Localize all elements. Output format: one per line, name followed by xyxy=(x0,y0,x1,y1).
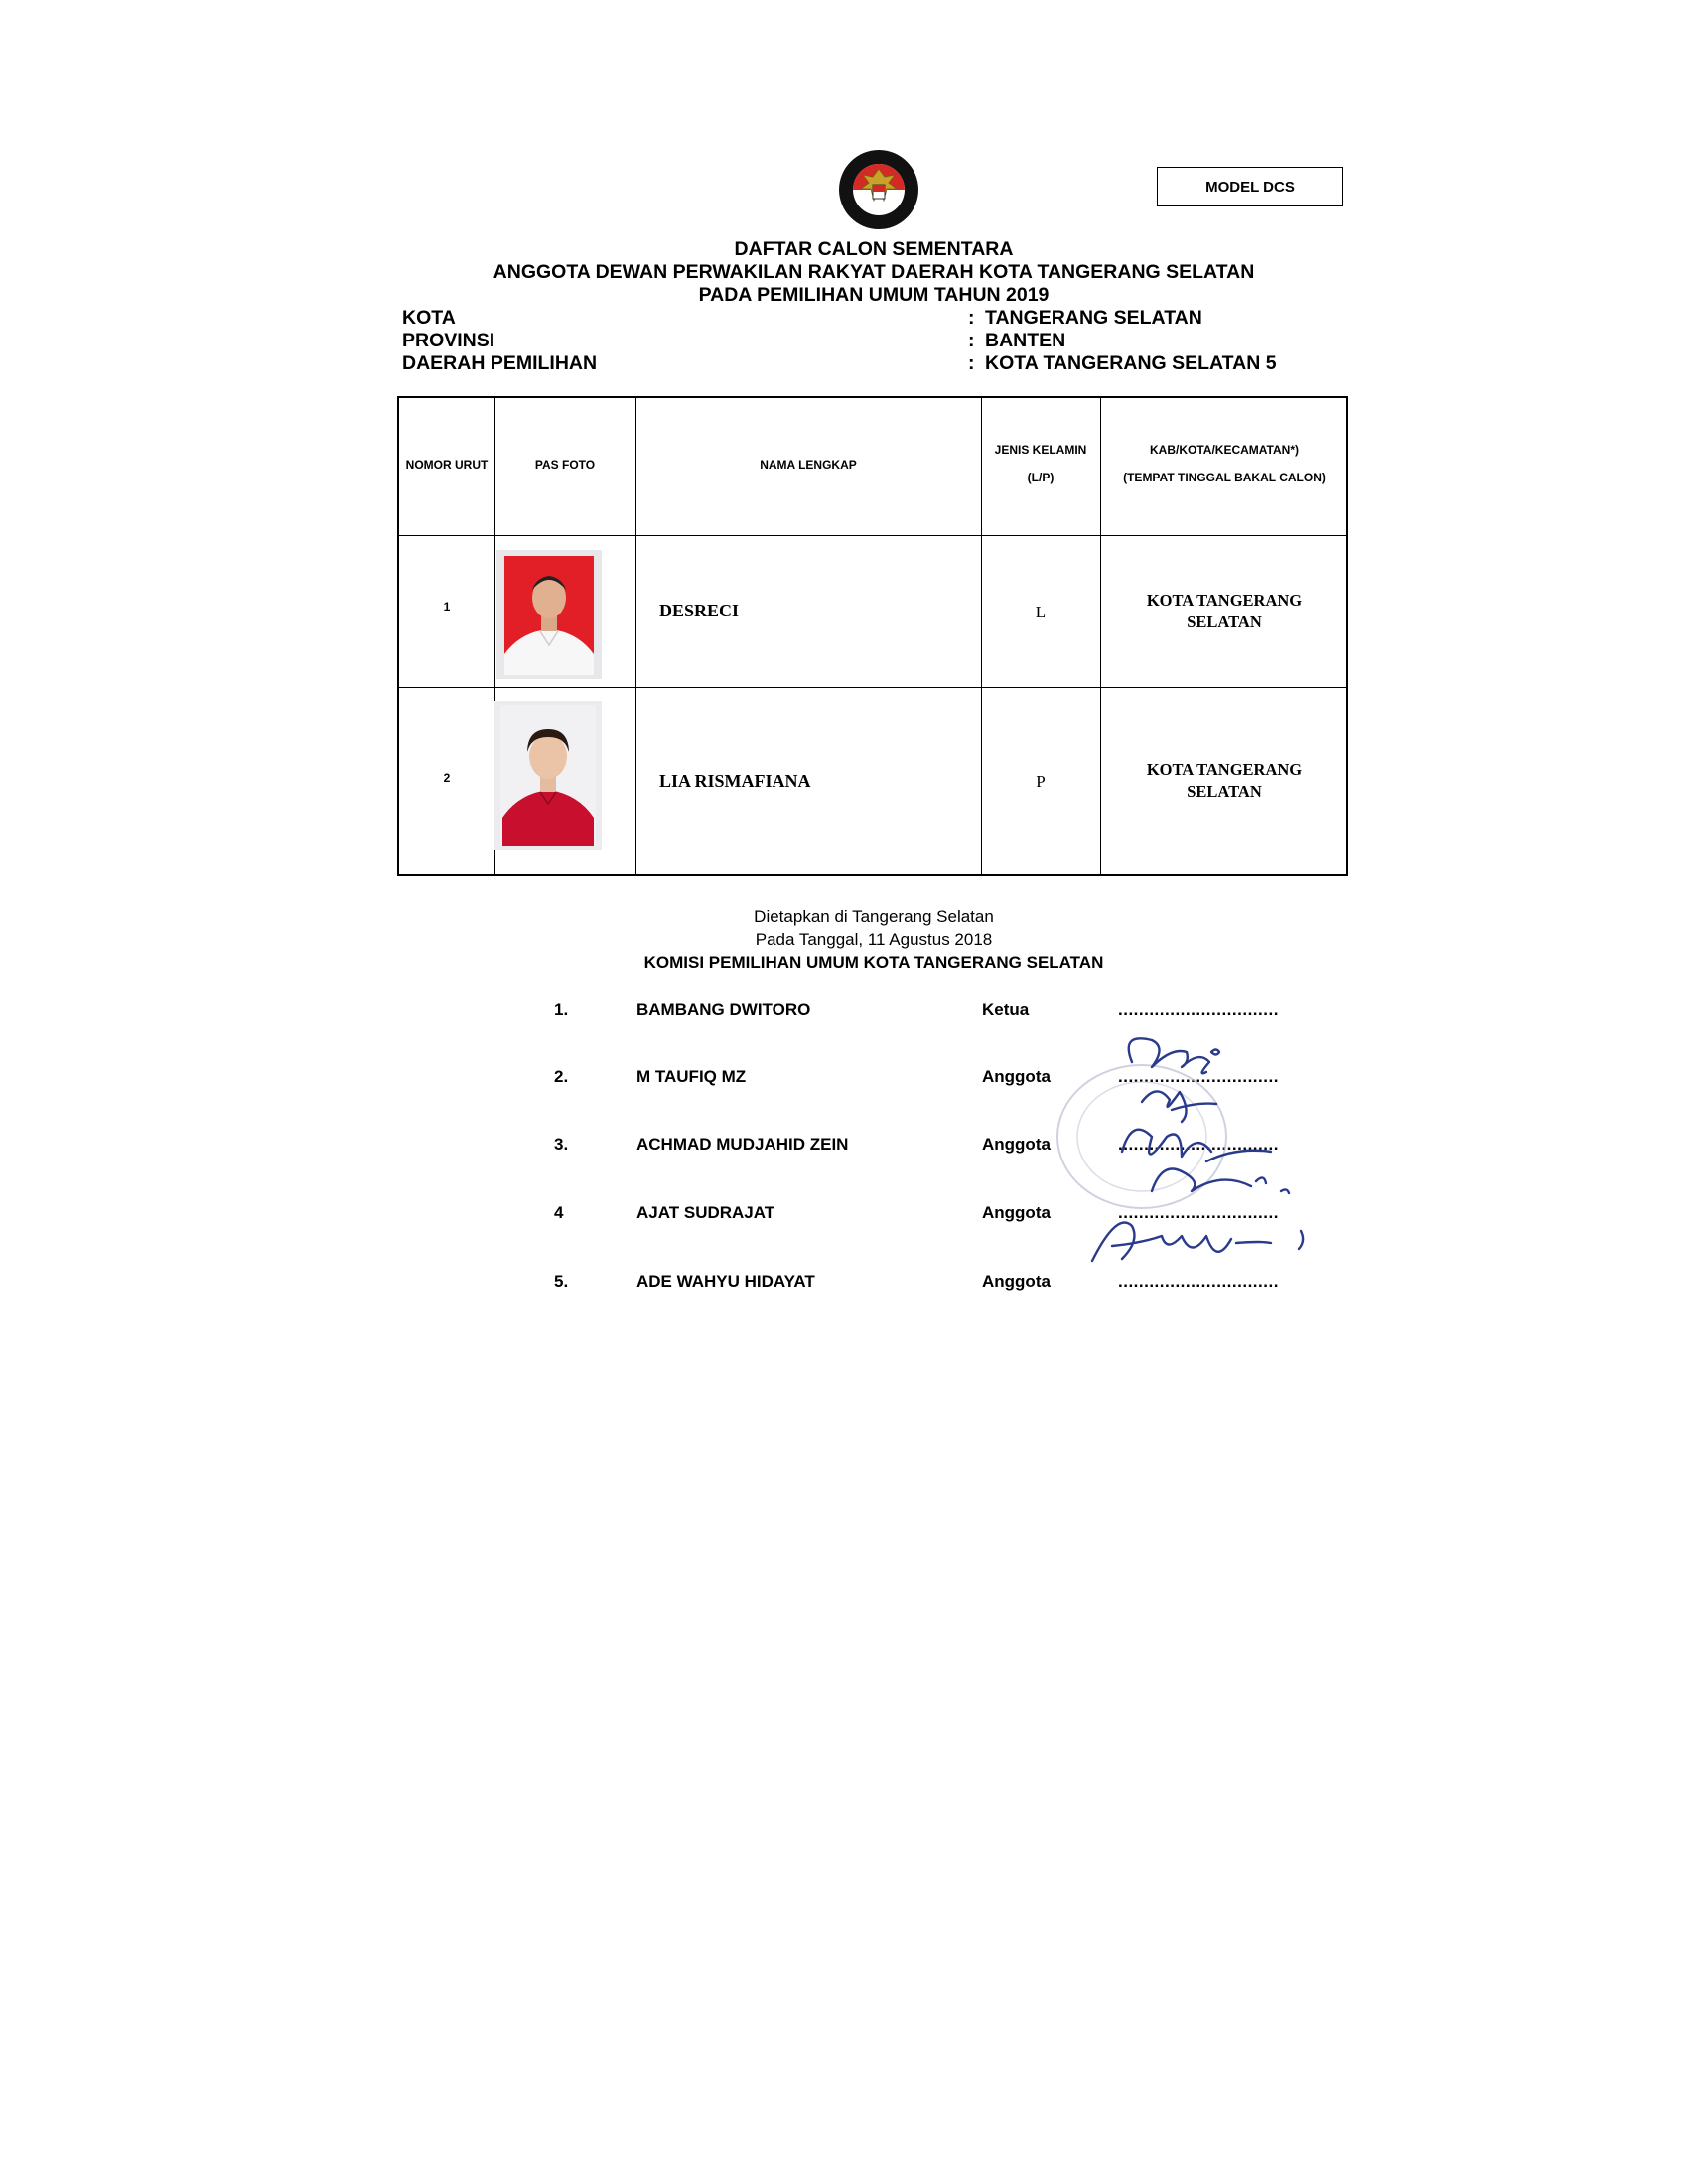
header-tempat-tinggal: (TEMPAT TINGGAL BAKAL CALON) xyxy=(1123,471,1326,484)
row2-nama: LIA RISMAFIANA xyxy=(659,771,811,791)
signature-line: ............................... xyxy=(1118,1000,1279,1019)
signatory-role: Anggota xyxy=(982,1067,1051,1086)
signatory-name: BAMBANG DWITORO xyxy=(636,1000,811,1019)
signature-4 xyxy=(1152,1169,1289,1194)
kpu-logo xyxy=(837,149,920,230)
model-dcs-label: MODEL DCS xyxy=(1157,167,1343,206)
signature-3 xyxy=(1122,1130,1271,1161)
signature-line: ............................... xyxy=(1118,1203,1279,1222)
signatory-name: ACHMAD MUDJAHID ZEIN xyxy=(636,1135,849,1154)
signatory-role: Anggota xyxy=(982,1272,1051,1291)
meta-label-kota: KOTA xyxy=(402,307,456,329)
signatory-name: AJAT SUDRAJAT xyxy=(636,1203,775,1222)
ditetapkan-place: Dietapkan di Tangerang Selatan xyxy=(754,907,994,926)
candidate-table xyxy=(397,396,1348,876)
meta-value-provinsi: BANTEN xyxy=(985,330,1066,351)
header-jenis-kelamin: JENIS KELAMIN xyxy=(994,443,1087,457)
signatory-number: 4 xyxy=(554,1203,564,1222)
meta-label-dapil: DAERAH PEMILIHAN xyxy=(402,352,598,374)
signature-line: ............................... xyxy=(1118,1135,1279,1154)
row1-nomor: 1 xyxy=(443,600,451,614)
header-nama-lengkap: NAMA LENGKAP xyxy=(760,458,857,472)
kpu-org-name: KOMISI PEMILIHAN UMUM KOTA TANGERANG SELATAN xyxy=(643,953,1104,972)
signatory-number: 1. xyxy=(554,1000,569,1019)
signature-line: ............................... xyxy=(1118,1272,1279,1291)
row2-photo xyxy=(494,701,602,850)
row1-photo xyxy=(496,550,602,679)
meta-value-kota: TANGERANG SELATAN xyxy=(985,307,1202,329)
meta-value-dapil: KOTA TANGERANG SELATAN 5 xyxy=(985,352,1277,374)
row2-jenis-kelamin: P xyxy=(1036,772,1046,791)
signatory-number: 5. xyxy=(554,1272,569,1291)
meta-colon: : xyxy=(968,330,975,351)
row2-tempat-line2: SELATAN xyxy=(1187,782,1262,801)
row1-jenis-kelamin: L xyxy=(1035,603,1047,621)
table-row-divider xyxy=(399,687,1346,688)
header-kab-kota: KAB/KOTA/KECAMATAN*) xyxy=(1150,443,1299,457)
row1-tempat-line2: SELATAN xyxy=(1187,613,1262,631)
ditetapkan-date: Pada Tanggal, 11 Agustus 2018 xyxy=(755,930,993,949)
row1-nama: DESRECI xyxy=(659,601,740,620)
signatory-role: Anggota xyxy=(982,1203,1051,1222)
signatory-name: ADE WAHYU HIDAYAT xyxy=(636,1272,815,1291)
row2-tempat-line1: KOTA TANGERANG xyxy=(1146,760,1303,779)
signatory-role: Anggota xyxy=(982,1135,1051,1154)
signature-stamp-overlay xyxy=(1023,1023,1340,1281)
signature-line: ............................... xyxy=(1118,1067,1279,1086)
signatory-role: Ketua xyxy=(982,1000,1030,1019)
signature-1 xyxy=(1129,1038,1219,1073)
doc-title-line1: DAFTAR CALON SEMENTARA xyxy=(734,238,1014,260)
signatory-number: 2. xyxy=(554,1067,569,1086)
table-row-divider xyxy=(399,535,1346,536)
header-jenis-kelamin-lp: (L/P) xyxy=(1027,471,1055,484)
header-pas-foto: PAS FOTO xyxy=(534,458,596,472)
meta-label-provinsi: PROVINSI xyxy=(402,330,495,351)
signature-5 xyxy=(1092,1223,1303,1261)
row1-tempat-line1: KOTA TANGERANG xyxy=(1146,591,1303,610)
header-nomor-urut: NOMOR URUT xyxy=(405,458,489,472)
meta-colon: : xyxy=(968,352,975,374)
signatory-number: 3. xyxy=(554,1135,569,1154)
doc-title-line3: PADA PEMILIHAN UMUM TAHUN 2019 xyxy=(698,284,1050,306)
doc-title-line2: ANGGOTA DEWAN PERWAKILAN RAKYAT DAERAH KOTA TANGERANG SELATAN xyxy=(492,261,1255,283)
signature-2 xyxy=(1142,1091,1216,1122)
meta-colon: : xyxy=(968,307,975,329)
signatory-name: M TAUFIQ MZ xyxy=(636,1067,747,1086)
row2-nomor: 2 xyxy=(443,771,451,785)
